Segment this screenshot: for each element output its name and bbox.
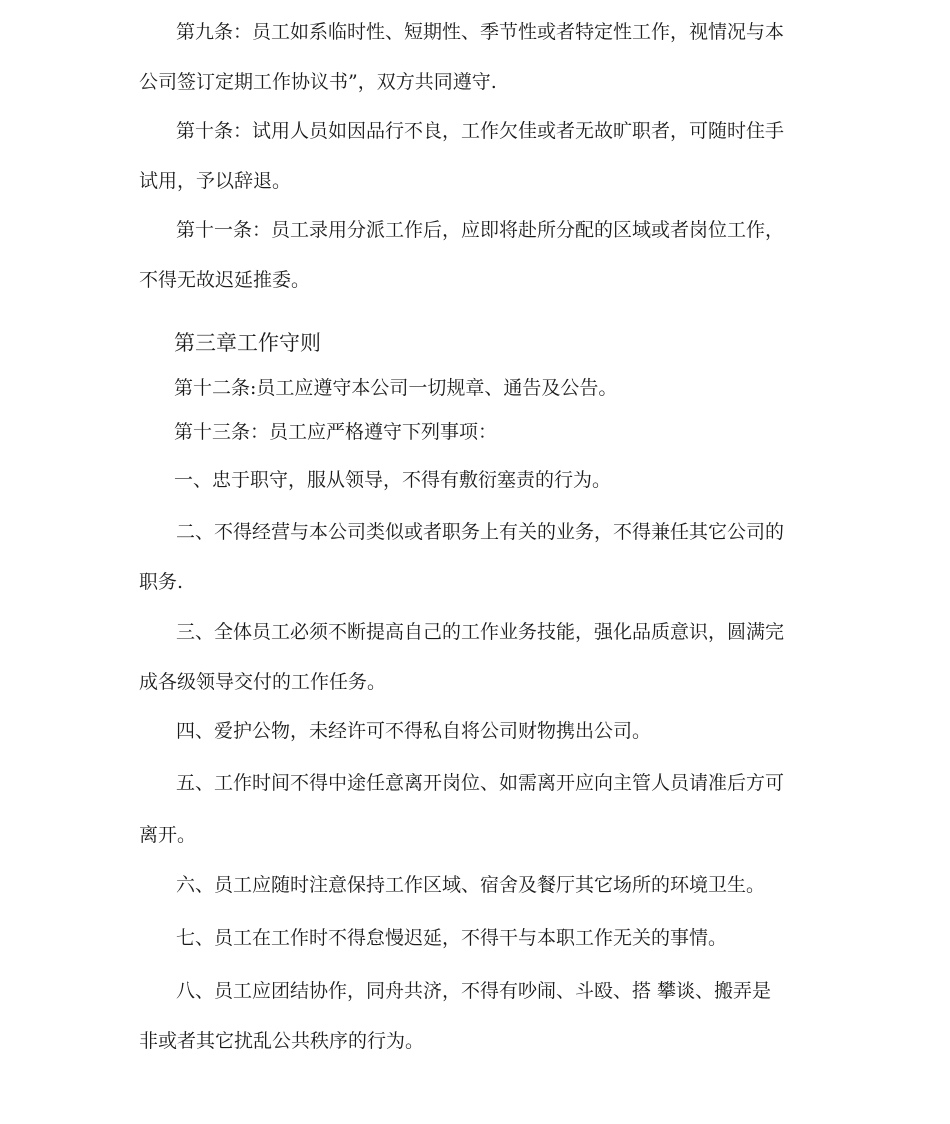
article-9-line-1: 第九条：员工如系临时性、短期性、季节性或者特定性工作，视情况与本 xyxy=(176,21,785,43)
article-11-line-1: 第十一条：员工录用分派工作后，应即将赴所分配的区域或者岗位工作， xyxy=(176,219,785,241)
article-10-line-2: 试用，予以辞退。 xyxy=(139,170,292,192)
item-5-line-2: 离开。 xyxy=(139,824,197,846)
item-8-line-2: 非或者其它扰乱公共秩序的行为。 xyxy=(139,1030,425,1052)
article-13: 第十三条：员工应严格遵守下列事项： xyxy=(174,421,498,443)
item-3-line-1: 三、全体员工必须不断提高自己的工作业务技能，强化品质意识，圆满完 xyxy=(176,621,785,643)
article-12: 第十二条:员工应遵守本公司一切规章、通告及公告。 xyxy=(174,377,618,399)
chapter-3-heading: 第三章工作守则 xyxy=(174,331,321,355)
item-1: 一、忠于职守，服从领导，不得有敷衍塞责的行为。 xyxy=(174,469,612,491)
item-7: 七、员工在工作时不得怠慢迟延，不得干与本职工作无关的事情。 xyxy=(176,927,728,949)
item-3-line-2: 成各级领导交付的工作任务。 xyxy=(139,671,387,693)
item-6: 六、员工应随时注意保持工作区域、宿舍及餐厅其它场所的环境卫生。 xyxy=(176,874,766,896)
item-2-line-2: 职务. xyxy=(139,571,184,593)
item-8-line-1: 八、员工应团结协作，同舟共济，不得有吵闹、斗殴、搭 攀谈、搬弄是 xyxy=(176,980,772,1002)
item-4: 四、爱护公物，未经许可不得私自将公司财物携出公司。 xyxy=(176,720,652,742)
item-2-line-1: 二、不得经营与本公司类似或者职务上有关的业务，不得兼任其它公司的 xyxy=(176,521,785,543)
article-9-line-2: 公司签订定期工作协议书”，双方共同遵守. xyxy=(139,71,497,93)
article-11-line-2: 不得无故迟延推委。 xyxy=(139,269,311,291)
item-5-line-1: 五、工作时间不得中途任意离开岗位、如需离开应向主管人员请准后方可 xyxy=(176,772,785,794)
article-10-line-1: 第十条：试用人员如因品行不良，工作欠佳或者无故旷职者，可随时住手 xyxy=(176,120,785,142)
